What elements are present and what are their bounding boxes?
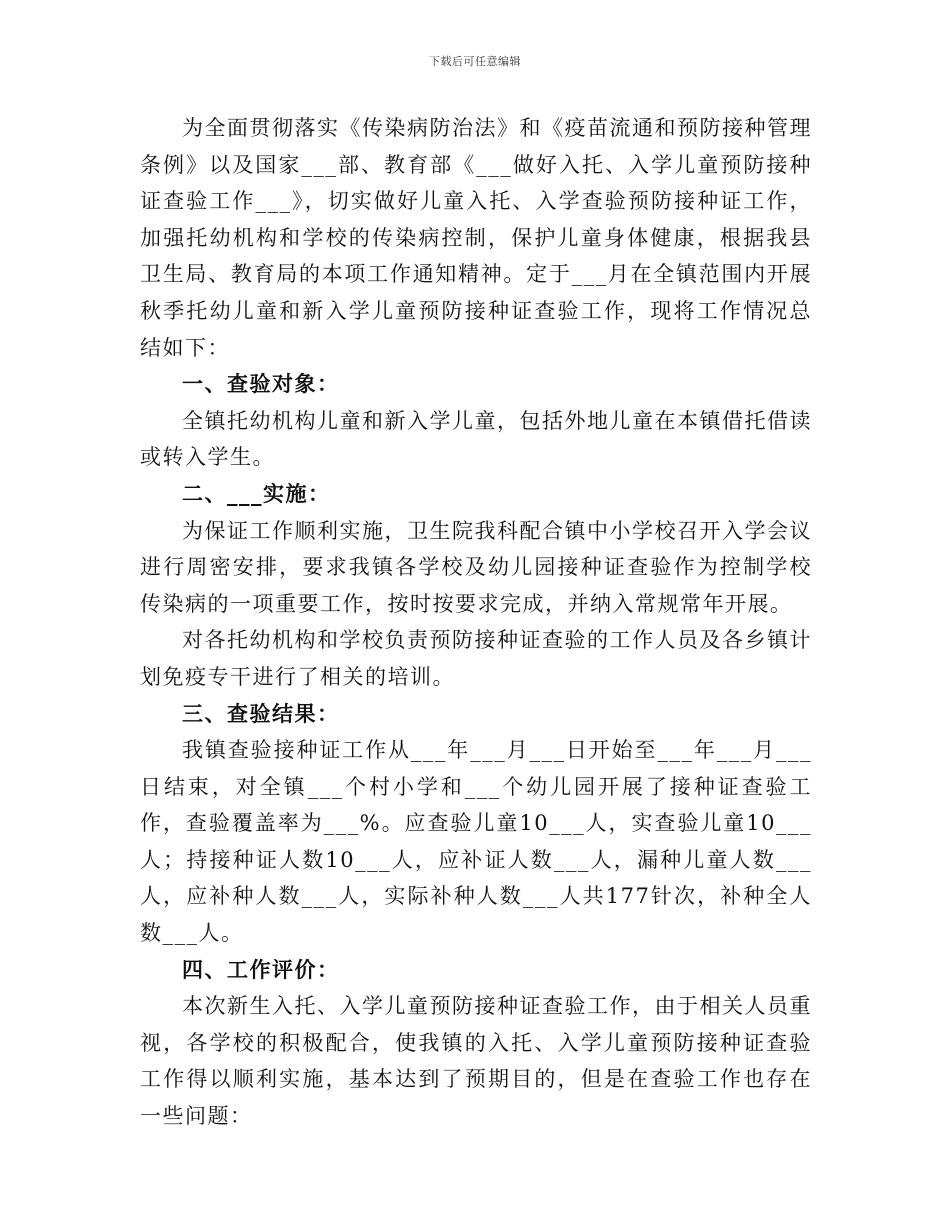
page-header-note: 下载后可任意编辑 xyxy=(429,55,521,68)
section-paragraph-inspection-results: 我镇查验接种证工作从___年___月___日开始至___年___月___日结束，对全镇___个村小学和___个幼儿园开展了接种证查验工作，查验覆盖率为___%。应查验儿童10___人，实查验儿童10___人；持接种证人数10___人，应补证人数___人，漏种儿童人数___人，应补种人数___人，实际补种人数___人共177针次，补种全人数___人。 xyxy=(140,738,812,946)
section-paragraph-implementation-2: 对各托幼机构和学校负责预防接种证查验的工作人员及各乡镇计划免疫专干进行了相关的培训。 xyxy=(140,628,812,689)
section-paragraph-work-evaluation: 本次新生入托、入学儿童预防接种证查验工作，由于相关人员重视，各学校的积极配合，使我镇的入托、入学儿童预防接种证查验工作得以顺利实施，基本达到了预期目的，但是在查验工作也存在一些问题： xyxy=(140,994,812,1129)
document-body xyxy=(140,110,812,1135)
section-heading-inspection-results: 三、查验结果： xyxy=(182,700,340,726)
section-heading-work-evaluation: 四、工作评价： xyxy=(182,956,340,982)
section-paragraph-implementation-1: 为保证工作顺利实施，卫生院我科配合镇中小学校召开入学会议进行周密安排，要求我镇各学校及幼儿园接种证查验作为控制学校传染病的一项重要工作，按时按要求完成，并纳入常规常年开展。 xyxy=(140,518,812,616)
section-heading-inspection-targets: 一、查验对象： xyxy=(182,371,340,397)
section-paragraph-inspection-targets: 全镇托幼机构儿童和新入学儿童，包括外地儿童在本镇借托借读或转入学生。 xyxy=(140,408,812,470)
intro-paragraph: 为全面贯彻落实《传染病防治法》和《疫苗流通和预防接种管理条例》以及国家___部、教育部《___做好入托、入学儿童预防接种证查验工作___》，切实做好儿童入托、入学查验预防接种证工作，加强托幼机构和学校的传染病控制，保护儿童身体健康，根据我县卫生局、教育局的本项工作通知精神。定于___月在全镇范围内开展秋季托幼儿童和新入学儿童预防接种证查验工作，现将工作情况总结如下： xyxy=(140,116,812,360)
section-heading-implementation: 二、___实施： xyxy=(182,480,331,506)
